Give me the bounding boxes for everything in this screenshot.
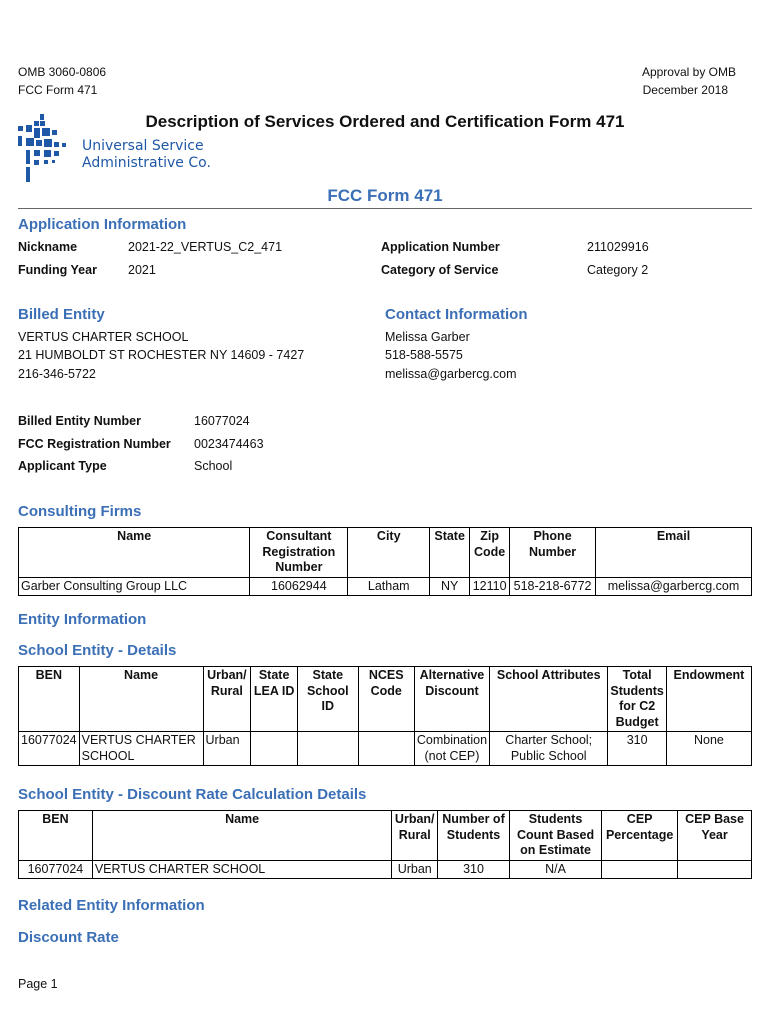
col-students-count-estimate: Students Count Based on Estimate <box>509 811 601 861</box>
omb-number: OMB 3060-0806 <box>18 65 107 79</box>
col-state: State <box>430 528 470 578</box>
frn-value: 0023474463 <box>194 437 264 451</box>
col-ben: BEN <box>19 667 80 732</box>
billed-entity-heading: Billed Entity <box>18 306 105 323</box>
col-phone: Phone Number <box>510 528 596 578</box>
consultant-name: Garber Consulting Group LLC <box>19 577 250 596</box>
calc-urban-rural: Urban <box>392 860 438 879</box>
billed-entity-name: VERTUS CHARTER SCHOOL <box>18 330 189 344</box>
col-urban-rural: Urban/ Rural <box>203 667 251 732</box>
discount-calc-heading: School Entity - Discount Rate Calculation Details <box>18 786 367 803</box>
application-number-value: 211029916 <box>587 240 649 254</box>
nickname-value: 2021-22_VERTUS_C2_471 <box>128 240 283 254</box>
consulting-firms-heading: Consulting Firms <box>18 503 142 520</box>
school-total-students: 310 <box>608 732 666 766</box>
category-value: Category 2 <box>587 263 649 277</box>
approval-label: Approval by OMB <box>641 65 736 79</box>
usac-logo-mark-icon <box>16 112 86 187</box>
discount-rate-heading: Discount Rate <box>18 929 119 946</box>
entity-info-heading: Entity Information <box>18 611 147 628</box>
col-total-students: Total Students for C2 Budget <box>608 667 666 732</box>
applicant-type-label: Applicant Type <box>18 459 107 473</box>
calc-cep-base-year <box>678 860 752 879</box>
col-state-lea-id: State LEA ID <box>251 667 298 732</box>
col-name: Name <box>19 528 250 578</box>
col-zip: Zip Code <box>470 528 510 578</box>
consultant-phone: 518-218-6772 <box>510 577 596 596</box>
school-attributes: Charter School; Public School <box>490 732 608 766</box>
col-name: Name <box>79 667 203 732</box>
application-number-label: Application Number <box>381 240 500 254</box>
contact-phone: 518-588-5575 <box>385 348 463 362</box>
col-nces-code: NCES Code <box>358 667 414 732</box>
frn-label: FCC Registration Number <box>18 437 171 451</box>
table-row <box>19 577 752 596</box>
col-endowment: Endowment <box>666 667 751 732</box>
school-urban-rural: Urban <box>203 732 251 766</box>
table-row <box>19 732 752 766</box>
logo-line1: Universal Service <box>82 138 204 154</box>
col-email: Email <box>596 528 752 578</box>
consultant-state: NY <box>430 577 470 596</box>
col-name: Name <box>92 811 392 861</box>
nickname-label: Nickname <box>18 240 78 254</box>
col-cep-base-year: CEP Base Year <box>678 811 752 861</box>
funding-year-label: Funding Year <box>18 263 97 277</box>
calc-cep-percentage <box>602 860 678 879</box>
category-label: Category of Service <box>381 263 499 277</box>
calc-name: VERTUS CHARTER SCHOOL <box>92 860 392 879</box>
col-school-attributes: School Attributes <box>490 667 608 732</box>
school-details-heading: School Entity - Details <box>18 642 177 659</box>
col-city: City <box>348 528 430 578</box>
consultant-zip: 12110 <box>470 577 510 596</box>
related-entity-heading: Related Entity Information <box>18 897 205 914</box>
usac-logo <box>16 112 216 187</box>
col-urban-rural: Urban/ Rural <box>392 811 438 861</box>
application-info-heading: Application Information <box>18 216 187 233</box>
col-state-school-id: State School ID <box>298 667 359 732</box>
contact-email: melissa@garbercg.com <box>385 367 517 381</box>
school-alternative-discount: Combination (not CEP) <box>414 732 489 766</box>
col-cep-percentage: CEP Percentage <box>602 811 678 861</box>
billed-entity-address: 21 HUMBOLDT ST ROCHESTER NY 14609 - 7427 <box>18 348 305 362</box>
school-name: VERTUS CHARTER SCHOOL <box>79 732 203 766</box>
col-ben: BEN <box>19 811 93 861</box>
col-number-of-students: Number of Students <box>438 811 510 861</box>
school-ben: 16077024 <box>19 732 80 766</box>
applicant-type-value: School <box>194 459 233 473</box>
calc-ben: 16077024 <box>19 860 93 879</box>
form-label: FCC Form 471 <box>18 83 98 97</box>
school-state-school-id <box>298 732 359 766</box>
form-title: FCC Form 471 <box>327 186 443 205</box>
consultant-reg-number: 16062944 <box>250 577 348 596</box>
discount-calc-table <box>18 810 752 879</box>
col-alternative-discount: Alternative Discount <box>414 667 489 732</box>
consultant-email: melissa@garbercg.com <box>596 577 752 596</box>
document-title: Description of Services Ordered and Certification Form 471 <box>145 112 625 131</box>
ben-label: Billed Entity Number <box>18 414 141 428</box>
title-divider <box>18 208 752 209</box>
logo-line2: Administrative Co. <box>82 155 211 171</box>
school-endowment: None <box>666 732 751 766</box>
school-nces-code <box>358 732 414 766</box>
contact-info-heading: Contact Information <box>385 306 528 323</box>
col-consultant-reg: Consultant Registration Number <box>250 528 348 578</box>
consultant-city: Latham <box>348 577 430 596</box>
billed-entity-phone: 216-346-5722 <box>18 367 96 381</box>
funding-year-value: 2021 <box>128 263 156 277</box>
ben-value: 16077024 <box>194 414 250 428</box>
consulting-firms-table <box>18 527 752 596</box>
school-details-table <box>18 666 752 766</box>
calc-students-estimate: N/A <box>509 860 601 879</box>
page-number: Page 1 <box>18 977 58 991</box>
calc-number-of-students: 310 <box>438 860 510 879</box>
table-row <box>19 860 752 879</box>
approval-date: December 2018 <box>642 83 728 97</box>
school-state-lea-id <box>251 732 298 766</box>
contact-name: Melissa Garber <box>385 330 470 344</box>
